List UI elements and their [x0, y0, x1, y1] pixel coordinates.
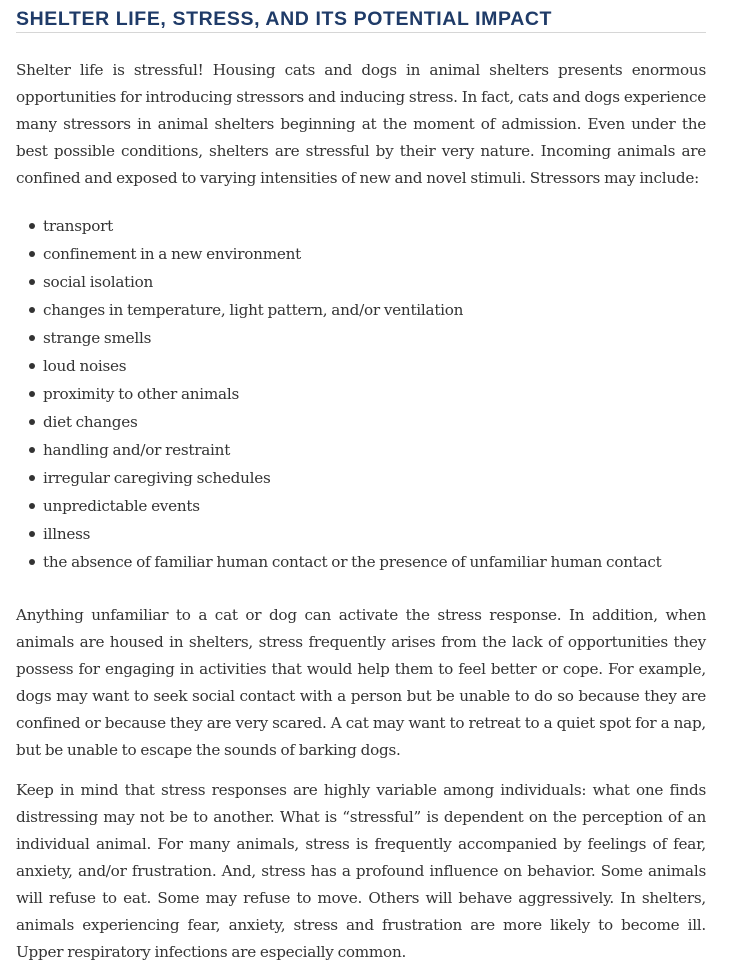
document-page [16, 0, 706, 961]
list-item [16, 408, 662, 436]
list-item [16, 352, 662, 380]
bullet-icon [29, 223, 35, 229]
bullet-icon [29, 391, 35, 397]
list-item-text: changes in temperature, light pattern, and/or ventilation [43, 301, 464, 319]
list-item-text: loud noises [43, 357, 127, 375]
list-item-text: illness [43, 525, 91, 543]
list-item-text: social isolation [43, 273, 154, 291]
bullet-icon [29, 531, 35, 537]
list-item [16, 520, 662, 548]
bullet-icon [29, 279, 35, 285]
stressor-list [16, 212, 662, 576]
list-item-text: confinement in a new environment [43, 245, 301, 263]
bullet-icon [29, 447, 35, 453]
bullet-icon [29, 475, 35, 481]
list-item-text: the absence of familiar human contact or the presence of unfamiliar human contact [43, 553, 662, 571]
list-item-text: unpredictable events [43, 497, 200, 515]
list-item [16, 548, 662, 576]
list-item [16, 436, 662, 464]
list-item [16, 492, 662, 520]
bullet-icon [29, 503, 35, 509]
list-item-text: irregular caregiving schedules [43, 469, 271, 487]
list-item [16, 464, 662, 492]
list-item [16, 296, 662, 324]
list-item-text: strange smells [43, 329, 152, 347]
bullet-icon [29, 251, 35, 257]
list-item [16, 380, 662, 408]
list-item-text: transport [43, 217, 113, 235]
list-item [16, 240, 662, 268]
list-item-text: diet changes [43, 413, 138, 431]
section-heading: SHELTER LIFE, STRESS, AND ITS POTENTIAL IMPACT [16, 8, 706, 33]
bullet-icon [29, 335, 35, 341]
third-paragraph: Keep in mind that stress responses are highly variable among individuals: what one finds distressing may not be to another. What is “stressful” is dependent on the perception of an individual animal. For many animals, stress is frequently accompanied by feelings of fear, anxiety, and/or frustration. And, stress has a profound influence on behavior. Some animals will refuse to eat. Some may refuse to move. Others will behave aggressively. In shelters, animals experiencing fear, anxiety, stress and frustration are more likely to become ill. Upper respiratory infections are especially common. [16, 781, 706, 961]
bullet-icon [29, 419, 35, 425]
list-item-text: handling and/or restraint [43, 441, 231, 459]
list-item-text: proximity to other animals [43, 385, 239, 403]
second-paragraph: Anything unfamiliar to a cat or dog can activate the stress response. In addition, when animals are housed in shelters, stress frequently arises from the lack of opportunities they possess for engaging in activities that would help them to feel better or cope. For example, dogs may want to seek social contact with a person but be unable to do so because they are confined or because they are very scared. A cat may want to retreat to a quiet spot for a nap, but be unable to escape the sounds of barking dogs. [16, 606, 706, 759]
list-item [16, 212, 662, 240]
bullet-icon [29, 559, 35, 565]
list-item [16, 268, 662, 296]
bullet-icon [29, 363, 35, 369]
intro-paragraph: Shelter life is stressful! Housing cats and dogs in animal shelters presents enormous opportunities for introducing stressors and inducing stress. In fact, cats and dogs experience many stressors in animal shelters beginning at the moment of admission. Even under the best possible conditions, shelters are stressful by their very nature. Incoming animals are confined and exposed to varying intensities of new and novel stimuli. Stressors may include: [16, 61, 706, 187]
list-item [16, 324, 662, 352]
bullet-icon [29, 307, 35, 313]
